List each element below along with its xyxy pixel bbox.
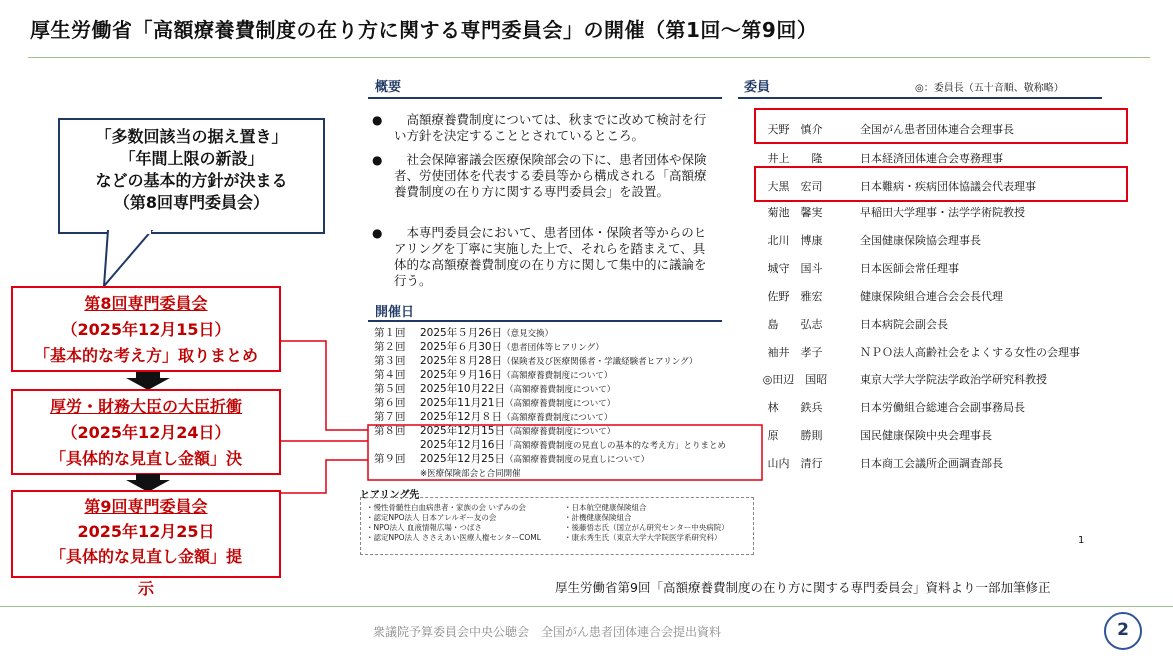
- schedule-row: 第５回 2025年10月22日（高額療養費制度について）: [374, 383, 616, 395]
- schedule-row: 第１回 2025年５月26日（意見交換）: [374, 327, 554, 339]
- hearing-item: ・康永秀生氏（東京大学大学院医学系研究科）: [564, 533, 722, 542]
- hearing-item: ・認定NPO法人 日本アレルギー友の会: [366, 513, 497, 522]
- overview-text: 本専門委員会において、患者団体・保険者等からのヒアリングを丁寧に実施した上で、それらを踏まえて、具体的な高額療養費制度の在り方に関して集中的に議論を行う。: [394, 225, 707, 288]
- schedule-row: 第９回 2025年12月25日（高額療養費制度の見直しについて）: [374, 453, 650, 465]
- hearing-heading: ヒアリング先: [360, 490, 420, 501]
- footer-text: 衆議院予算委員会中央公聴会 全国がん患者団体連合会提出資料: [373, 625, 722, 639]
- members-heading: 委員: [744, 80, 771, 95]
- step-title: 第9回専門委員会: [84, 497, 208, 516]
- step-outcome: 「具体的な見直し金額」提: [49, 547, 242, 566]
- members-legend: ◎：委員長（五十音順、敬称略）: [915, 83, 1064, 94]
- schedule-rule: [368, 320, 722, 322]
- overview-text: 社会保障審議会医療保険部会の下に、患者団体や保険者、労使団体を代表する委員等から構成される「高額療養費制度の在り方に関する専門委員会」を設置。: [394, 152, 707, 199]
- source-note: 厚生労働省第9回「高額療養費制度の在り方に関する専門委員会」資料より一部加筆修正: [555, 580, 1051, 595]
- step-title: 第8回専門委員会: [84, 294, 208, 313]
- hearing-left-list: [366, 503, 541, 543]
- schedule-row: 2025年12月16日「高額療養費制度の見直しの基本的な考え方」とりまとめ: [420, 439, 726, 451]
- callout-line: 「多数回該当の据え置き」: [95, 127, 288, 146]
- schedule-heading: 開催日: [375, 305, 415, 320]
- bullet-icon: ●: [372, 113, 383, 127]
- step-outcome: 「基本的な考え方」取りまとめ: [33, 346, 258, 365]
- schedule-row: ※医療保険部会と合同開催: [420, 469, 521, 479]
- schedule-row: 第４回 2025年９月16日（高額療養費制度について）: [374, 369, 613, 381]
- hearing-right-list: [564, 503, 729, 543]
- step-date: 2025年12月25日: [77, 522, 215, 541]
- hearing-item: ・認定NPO法人 ささえあい医療人権センターCOML: [366, 533, 541, 542]
- hearing-item: ・後藤悟志氏（国立がん研究センター中央病院）: [564, 523, 729, 532]
- overview-heading: 概要: [375, 80, 402, 95]
- footer-divider: [0, 606, 1173, 607]
- step-outcome: 「具体的な見直し金額」決: [49, 449, 242, 468]
- hearing-item: ・計機健康保険組合: [564, 513, 632, 522]
- step-date: （2025年12月24日）: [61, 423, 231, 442]
- callout-line: （第8回専門委員会）: [113, 193, 270, 212]
- overview-rule: [368, 97, 722, 99]
- schedule-row: 第８回 2025年12月15日（高額療養費制度について）: [374, 425, 616, 437]
- schedule-row: 第３回 2025年８月28日（保険者及び医療関係者・学識経験者ヒアリング）: [374, 355, 698, 367]
- overview-text: 高額療養費制度については、秋までに改めて検討を行い方針を決定することとされているところ。: [394, 112, 707, 143]
- step-date: （2025年12月15日）: [61, 320, 231, 339]
- page-number-badge: 2: [1104, 612, 1142, 650]
- step-outcome-cont: 示: [137, 579, 154, 598]
- schedule-row: 第６回 2025年11月21日（高額療養費制度について）: [374, 397, 616, 409]
- hearing-item: ・日本航空健康保険組合: [564, 503, 647, 512]
- page-title: 厚生労働省「高額療養費制度の在り方に関する専門委員会」の開催（第1回〜第9回）: [30, 18, 818, 42]
- schedule-list: [374, 327, 726, 481]
- inner-page-number: 1: [1078, 535, 1085, 546]
- schedule-row: 第２回 2025年６月30日（患者団体等ヒアリング）: [374, 341, 604, 353]
- hearing-item: ・慢性骨髄性白血病患者・家族の会 いずみの会: [366, 503, 526, 512]
- hearing-item: ・NPO法人 血液情報広場・つばさ: [366, 523, 482, 532]
- step-title: 厚労・財務大臣の大臣折衝: [49, 397, 242, 416]
- callout-line: 「年間上限の新設」: [119, 149, 264, 168]
- members-list: 天野 慎介 全国がん患者団体連合会理事長 井上 隆 日本経済団体連合会専務理事 大黒 宏司 日本難病・疾病団体協議会代表理事 菊池 馨実 早稲田大学理事・法学学術院教授 北川 博康 全国健康保険協会理事長 城守 国斗 日本医師会常任理事 佐野 雅宏 健康保険組合連合会会長代理 島 弘志 日本病院会副会長 袖井 孝子 ＮＰＯ法人高齢社会をよくする女性の会理事 ◎田辺 国昭 東京大学大学院法学政治学研究科教授 林 鉄兵 日本労働組合総連合会副事務局長 原 勝則 国民健康保険中央会理事長 山内 清行 日本商工会議所企画調査部長: [762, 123, 1080, 470]
- bullet-icon: ●: [372, 226, 383, 240]
- callout-line: などの基本的方針が決まる: [95, 171, 288, 190]
- schedule-row: 第７回 2025年12月８日（高額療養費制度について）: [374, 411, 613, 423]
- bullet-icon: ●: [372, 153, 383, 167]
